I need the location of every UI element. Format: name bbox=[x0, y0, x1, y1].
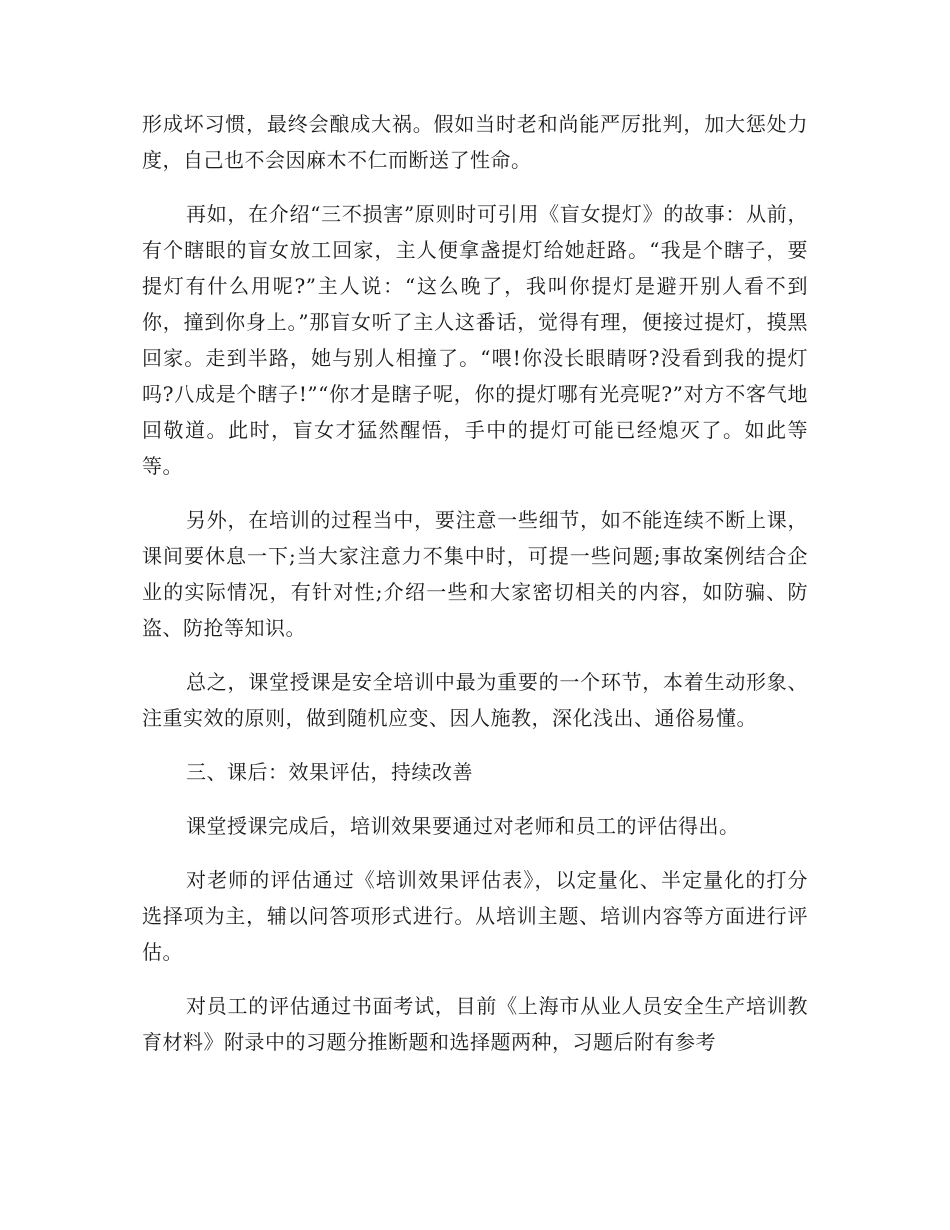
paragraph-blind-girl-story: 再如，在介绍“三不损害”原则时可引用《盲女提灯》的故事：从前，有个瞎眼的盲女放工回家，主人便拿盏提灯给她赶路。“我是个瞎子，要提灯有什么用呢?”主人说：“这么晚了，我叫你提灯是避开别人看不到你，撞到你身上。”那盲女听了主人这番话，觉得有理，便接过提灯，摸黑回家。走到半路，她与别人相撞了。“喂!你没长眼睛呀?没看到我的提灯吗?八成是个瞎子!”“你才是瞎子呢，你的提灯哪有光亮呢?”对方不客气地回敬道。此时，盲女才猛然醒悟，手中的提灯可能已经熄灭了。如此等等。 bbox=[142, 202, 808, 478]
section-heading: 三、课后：效果评估，持续改善 bbox=[186, 760, 473, 784]
paragraph-training-details: 另外，在培训的过程当中，要注意一些细节，如不能连续不断上课，课间要休息一下;当大家注意力不集中时，可提一些问题;事故案例结合企业的实际情况，有针对性;介绍一些和大家密切相关的内容，如防骗、防盗、防抢等知识。 bbox=[142, 508, 808, 640]
paragraph-continued: 形成坏习惯，最终会酿成大祸。假如当时老和尚能严厉批判，加大惩处力度，自己也不会因麻木不仁而断送了性命。 bbox=[142, 112, 808, 172]
paragraph-summary: 总之，课堂授课是安全培训中最为重要的一个环节，本着生动形象、注重实效的原则，做到随机应变、因人施教，深化浅出、通俗易懂。 bbox=[142, 670, 808, 730]
document-body bbox=[142, 106, 808, 1078]
paragraph-employee-evaluation: 对员工的评估通过书面考试，目前《上海市从业人员安全生产培训教育材料》附录中的习题分推断题和选择题两种，习题后附有参考 bbox=[142, 994, 808, 1054]
paragraph-teacher-evaluation: 对老师的评估通过《培训效果评估表》，以定量化、半定量化的打分选择项为主，辅以问答项形式进行。从培训主题、培训内容等方面进行评估。 bbox=[142, 868, 808, 964]
paragraph-evaluation-intro: 课堂授课完成后，培训效果要通过对老师和员工的评估得出。 bbox=[186, 814, 740, 838]
